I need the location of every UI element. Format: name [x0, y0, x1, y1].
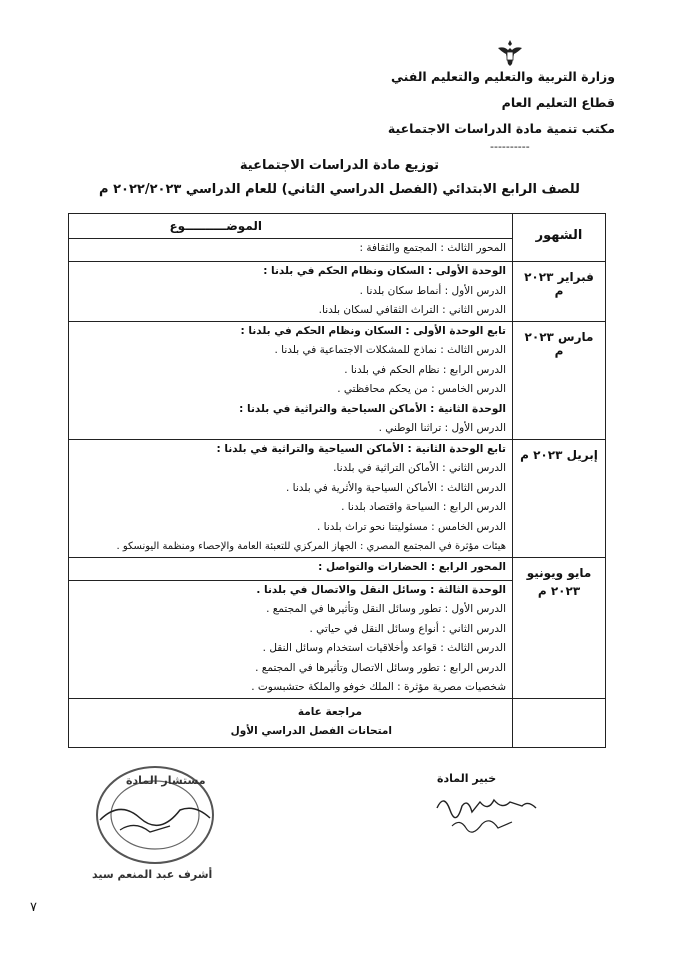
lesson-line: شخصيات مصرية مؤثرة : الملك خوفو والملكة حتشبسوت .: [251, 681, 506, 693]
ministry-header: [315, 64, 615, 142]
ministry-name: وزارة التربية والتعليم والتعليم الفني: [390, 69, 615, 84]
table-row: [69, 262, 606, 322]
exams-line: امتحانات الفصل الدراسي الأول: [230, 725, 392, 737]
lesson-line: الدرس الثالث : الأماكن السياحية والأثرية في بلدنا .: [286, 481, 506, 494]
review-line: مراجعة عامة: [297, 705, 362, 718]
document-title: توزيع مادة الدراسات الاجتماعية: [239, 158, 440, 173]
axis-line: المحور الرابع : الحضارات والتواصل :: [318, 560, 506, 573]
lesson-line: الدرس الأول : تراثنا الوطني .: [378, 422, 506, 434]
lesson-line: الدرس الرابع : السياحة واقتصاد بلدنا .: [341, 501, 506, 513]
month-cell: مايو ويونيو: [526, 565, 592, 580]
advisor-name: أشرف عبد المنعم سيد: [92, 868, 213, 881]
table-row: [69, 698, 606, 747]
month-year: ٢٠٢٣ م: [537, 583, 581, 598]
header-divider: ----------: [490, 140, 530, 153]
lesson-line: الدرس الخامس : من يحكم محافظتي .: [337, 383, 506, 395]
month-cell: [513, 698, 606, 747]
unit-line: الوحدة الثالثة : وسائل النقل والاتصال في بلدنا .: [256, 583, 506, 596]
table-row: [69, 439, 606, 557]
unit-line: تابع الوحدة الأولى : السكان ونظام الحكم في بلدنا :: [240, 324, 506, 337]
expert-label: خبير المادة: [437, 772, 497, 785]
unit-line: الوحدة الأولى : السكان ونظام الحكم في بلدنا :: [263, 265, 506, 277]
lesson-line: الدرس الأول : تطور وسائل النقل وتأثيرها في المجتمع .: [266, 603, 506, 615]
table-row: [69, 321, 606, 439]
axis-line: المحور الثالث : المجتمع والثقافة :: [359, 242, 506, 254]
office-name: مكتب تنمية مادة الدراسات الاجتماعية: [387, 121, 615, 136]
month-cell: مارس ٢٠٢٣ م: [513, 321, 606, 439]
expert-signature-icon: [432, 788, 542, 838]
unit-line: الوحدة الثانية : الأماكن السياحية والتراثية في بلدنا :: [239, 402, 506, 415]
lesson-line: هيئات مؤثرة في المجتمع المصري : الجهاز المركزي للتعبئة العامة والإحصاء ومنظمة اليونسكو .: [116, 541, 506, 552]
advisor-label: مستشار المادة: [126, 774, 206, 787]
lesson-line: الدرس الثالث : نماذج للمشكلات الاجتماعية في بلدنا .: [274, 344, 506, 356]
lesson-line: الدرس الثاني : الأماكن التراثية في بلدنا.: [333, 462, 506, 474]
page-number: ٧: [30, 900, 37, 915]
month-cell: إبريل ٢٠٢٣ م: [513, 439, 606, 557]
sector-name: قطاع التعليم العام: [501, 95, 615, 110]
lesson-line: الدرس الأول : أنماط سكان بلدنا .: [359, 284, 506, 297]
lesson-line: الدرس الثاني : التراث الثقافي لسكان بلدنا.: [318, 304, 506, 316]
lesson-line: الدرس الثاني : أنواع وسائل النقل في حياتي .: [309, 622, 506, 635]
lesson-line: الدرس الرابع : نظام الحكم في بلدنا .: [344, 363, 506, 376]
month-cell: فبراير ٢٠٢٣ م: [513, 262, 606, 322]
table-header-row: [69, 214, 606, 239]
document-subtitle: للصف الرابع الابتدائي (الفصل الدراسي الثاني) للعام الدراسي ٢٠٢٢/٢٠٢٣ م: [99, 182, 580, 197]
table-row: [69, 557, 606, 580]
lesson-line: الدرس الخامس : مسئوليتنا نحو تراث بلدنا .: [316, 520, 506, 533]
lesson-line: الدرس الرابع : تطور وسائل الاتصال وتأثيرها في المجتمع .: [255, 661, 506, 674]
distribution-table: [68, 213, 606, 748]
topic-column-header: الموضــــــــــوع: [69, 214, 513, 239]
unit-line: تابع الوحدة الثانية : الأماكن السياحية والتراثية في بلدنا :: [216, 442, 506, 455]
months-column-header: الشهور: [513, 214, 606, 262]
lesson-line: الدرس الثالث : قواعد وأخلاقيات استخدام وسائل النقل .: [262, 642, 506, 654]
